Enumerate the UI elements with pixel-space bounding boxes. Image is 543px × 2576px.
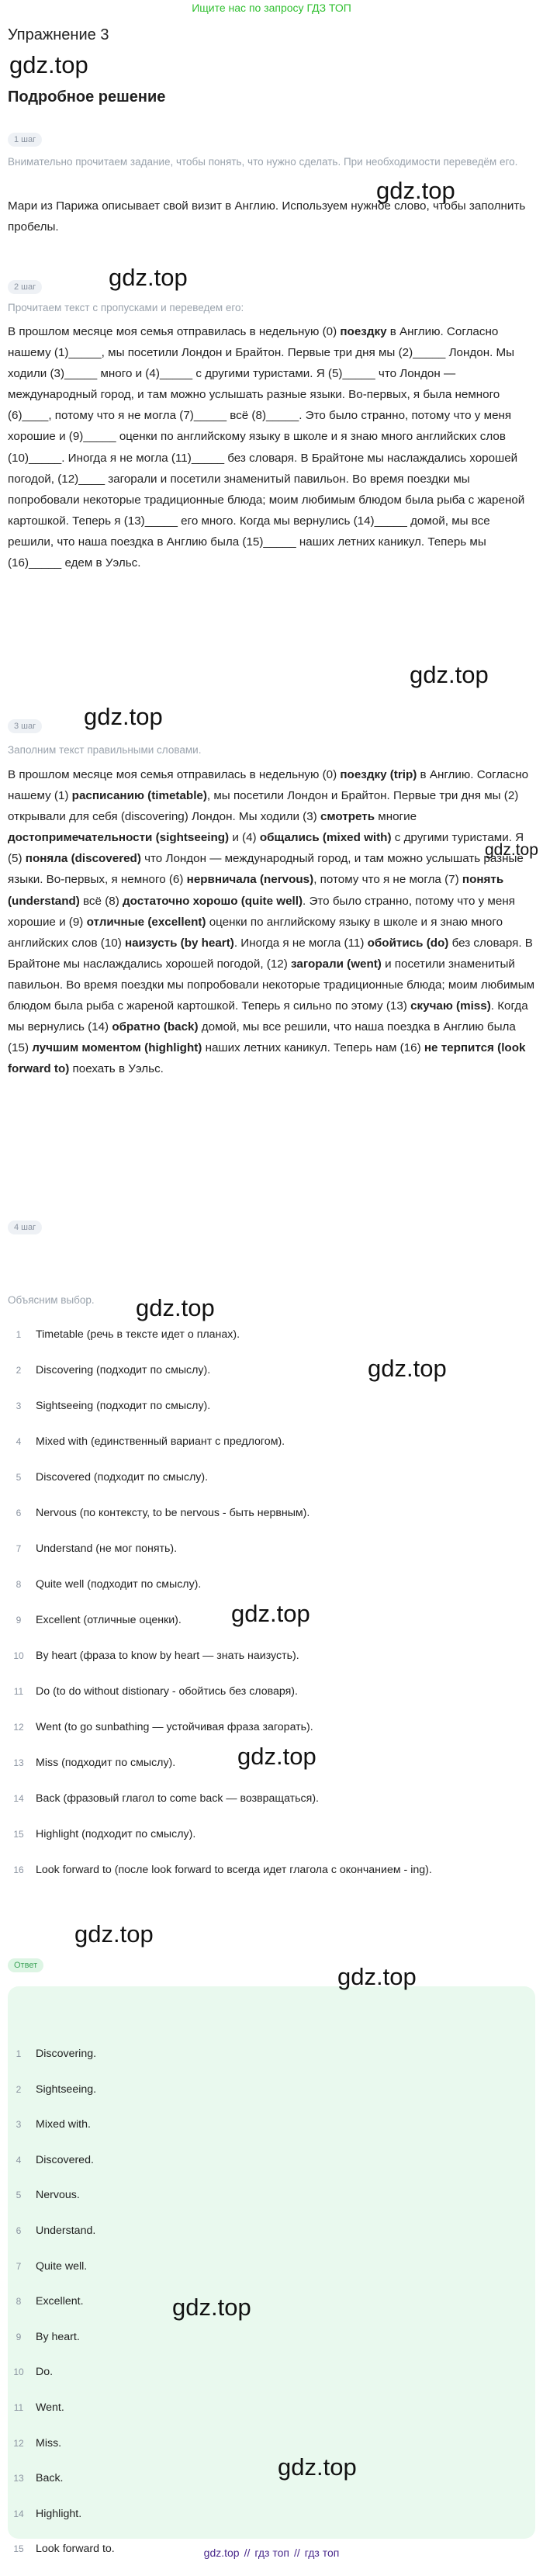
step-hint: Прочитаем текст с пропусками и переведем его: xyxy=(8,302,244,313)
answer-highlight: обойтись (do) xyxy=(367,936,449,950)
list-item xyxy=(8,2470,535,2487)
list-item xyxy=(8,2222,535,2239)
item-number: 5 xyxy=(16,2190,22,2201)
answer-highlight: достопримечательности (sightseeing) xyxy=(8,831,230,845)
list-item xyxy=(8,1719,535,1736)
step-badge: 2 шаг xyxy=(8,280,42,294)
footer-link[interactable]: гдз топ xyxy=(304,2547,340,2559)
text-segment: всё (8) xyxy=(79,894,123,908)
watermark: gdz.top xyxy=(74,1920,154,1948)
list-item xyxy=(8,2152,535,2169)
item-number: 6 xyxy=(16,1508,22,1518)
watermark: gdz.top xyxy=(337,1963,417,1990)
watermark: gdz.top xyxy=(84,703,163,730)
list-item xyxy=(8,1576,535,1593)
item-text: Nervous. xyxy=(36,2189,80,2202)
item-text: Timetable (речь в тексте идет о планах). xyxy=(36,1328,240,1341)
item-text: Miss (подходит по смыслу). xyxy=(36,1757,176,1769)
watermark: gdz.top xyxy=(109,264,188,291)
item-number: 15 xyxy=(13,1829,24,1840)
item-number: 6 xyxy=(16,2225,22,2236)
item-text: Nervous (по контексту, to be nervous - быть нервным). xyxy=(36,1507,310,1519)
item-text: Excellent. xyxy=(36,2295,84,2308)
answer-highlight: поездку (trip) xyxy=(340,768,417,781)
answer-highlight: смотреть xyxy=(320,810,375,824)
list-item xyxy=(8,1504,535,1522)
item-number: 4 xyxy=(16,1436,22,1447)
answer-highlight: лучшим моментом (highlight) xyxy=(32,1041,202,1055)
step-badge: 3 шаг xyxy=(8,719,42,733)
list-item xyxy=(8,2045,535,2062)
step-hint: Внимательно прочитаем задание, чтобы понять, что нужно сделать. При необходимости переведём его. xyxy=(8,156,518,168)
item-text: Do. xyxy=(36,2366,54,2379)
item-number: 13 xyxy=(13,1757,24,1768)
text-segment: в Англию. Согласно нашему (1)_____, мы посетили Лондон и Брайтон. Первые три дня мы (2)_____ Лондон. Мы ходили (3)_____ много и (4)_____ с другими туристами. Я (5)_____ что Лондон — международный город, и там можно услышать разные языки. Во-первых, я была немного (6)____, потому что я не могла (7)_____ всё (8)_____. Это было странно, потому что у меня хорошие и (9)_____ оценки по английскому языку в школе и я знаю много английских слов (10)_____. Иногда я не могла (11)_____ без словаря. В Брайтоне мы наслаждались хорошей погодой, (12)____ загорали и посетили знаменитый павильон. Во время поездки мы попробовали некоторые традиционные блюда; моим любимым блюдом была рыба с жареной картошкой. Теперь я (13)_____ его много. Когда мы вернулись (14)_____ домой, мы все решили, что наша поездка в Англию была (15)_____ наших летних каникул. Теперь мы (16)_____ едем в Уэльс. xyxy=(8,325,525,570)
text-segment: . Это было странно, потому что у меня хорошие и (9) xyxy=(8,894,515,929)
list-item xyxy=(8,2186,535,2204)
watermark: gdz.top xyxy=(172,2294,251,2321)
watermark: gdz.top xyxy=(368,1355,447,1382)
list-item xyxy=(8,2363,535,2380)
step-badge: 4 шаг xyxy=(8,1220,42,1234)
answer-highlight: наизусть (by heart) xyxy=(125,936,234,950)
item-number: 8 xyxy=(16,1579,22,1590)
item-number: 9 xyxy=(16,1615,22,1626)
item-number: 11 xyxy=(13,2401,24,2413)
item-text: Quite well (подходит по смыслу). xyxy=(36,1578,202,1591)
answer-highlight: поездку xyxy=(340,325,387,338)
text-segment: наших летних каникул. Теперь нам (16) xyxy=(202,1041,424,1055)
text-segment: В прошлом месяце моя семья отправилась в недельную (0) xyxy=(8,768,341,781)
item-number: 13 xyxy=(13,2473,24,2484)
item-text: Do (to do without distionary - обойтись без словаря). xyxy=(36,1685,298,1698)
list-item xyxy=(8,2293,535,2310)
item-text: Discovered (подходит по смыслу). xyxy=(36,1471,209,1484)
list-item xyxy=(8,2116,535,2133)
item-text: Mixed with (единственный вариант с предлогом). xyxy=(36,1435,285,1448)
item-number: 1 xyxy=(16,2048,22,2059)
answer-highlight: достаточно хорошо (quite well) xyxy=(122,894,303,908)
item-text: Highlight (подходит по смыслу). xyxy=(36,1828,196,1840)
item-text: Back. xyxy=(36,2472,64,2485)
item-number: 10 xyxy=(13,2367,24,2378)
item-number: 16 xyxy=(13,1864,24,1875)
watermark: gdz.top xyxy=(9,51,88,78)
item-number: 15 xyxy=(13,2543,24,2555)
text-segment: и посетили знаменитый павильон. Во время поездки мы попробовали некоторые традиционные блюда; моим любимым блюдом была рыба с жареной картошкой. Теперь я сильно по этому (13) xyxy=(8,957,535,1013)
list-item xyxy=(8,1826,535,1843)
text-segment: , мы посетили Лондон и Брайтон. Первые три дня мы (2) открывали для себя (discovering) Лондон. Мы ходили (3) xyxy=(8,789,519,824)
top-banner[interactable]: Ищите нас по запросу ГДЗ ТОП xyxy=(192,2,351,14)
item-text: Discovering (подходит по смыслу). xyxy=(36,1364,211,1376)
list-item xyxy=(8,1469,535,1486)
text-segment: с другими туристами. Я (5) xyxy=(8,831,524,866)
item-number: 8 xyxy=(16,2296,22,2308)
text-segment: . Иногда я не могла (11) xyxy=(233,936,368,950)
item-number: 3 xyxy=(16,2119,22,2131)
text-segment: и (4) xyxy=(229,831,260,845)
answer-highlight: скучаю (miss) xyxy=(410,999,491,1013)
step-hint: Заполним текст правильными словами. xyxy=(8,744,202,756)
item-text: Highlight. xyxy=(36,2507,82,2520)
item-number: 11 xyxy=(13,1686,24,1697)
watermark: gdz.top xyxy=(376,177,455,204)
footer-links xyxy=(0,2545,543,2560)
item-number: 12 xyxy=(13,2437,24,2449)
list-item xyxy=(8,1861,535,1878)
watermark: gdz.top xyxy=(485,841,538,859)
answer-badge: Ответ xyxy=(8,1958,43,1972)
footer-link[interactable]: gdz.top xyxy=(203,2547,240,2559)
answer-list xyxy=(8,2045,535,2576)
item-text: Understand (не мог понять). xyxy=(36,1542,178,1555)
item-number: 10 xyxy=(13,1650,24,1661)
text-segment: что Лондон — международный город, и там можно услышать разные языки. Во-первых, я немного (6) xyxy=(8,852,524,887)
item-number: 7 xyxy=(16,2260,22,2272)
item-text: Look forward to. xyxy=(36,2543,115,2556)
answer-highlight: общались (mixed with) xyxy=(259,831,392,845)
item-number: 3 xyxy=(16,1401,22,1411)
answer-highlight: не терпится (look forward to) xyxy=(8,1041,526,1076)
item-text: Went. xyxy=(36,2401,64,2414)
answer-highlight: расписанию (timetable) xyxy=(71,789,207,803)
item-text: By heart (фраза to know by heart — знать наизусть). xyxy=(36,1650,299,1662)
watermark: gdz.top xyxy=(136,1294,215,1321)
footer-separator: // xyxy=(293,2547,300,2559)
filled-text xyxy=(8,764,535,1079)
watermark: gdz.top xyxy=(410,661,489,688)
answer-highlight: обратно (back) xyxy=(112,1020,199,1034)
list-item xyxy=(8,1790,535,1807)
list-item xyxy=(8,2435,535,2452)
step-hint: Объясним выбор. xyxy=(8,1294,95,1306)
list-item xyxy=(8,2081,535,2098)
list-item xyxy=(8,1540,535,1557)
item-number: 14 xyxy=(13,1793,24,1804)
list-item xyxy=(8,2399,535,2416)
list-item xyxy=(8,2258,535,2275)
item-number: 14 xyxy=(13,2508,24,2519)
list-item xyxy=(8,2505,535,2522)
list-item xyxy=(8,1326,535,1343)
list-item xyxy=(8,1683,535,1700)
item-text: Discovering. xyxy=(36,2048,97,2060)
exercise-title: Упражнение 3 xyxy=(8,26,109,43)
item-text: Excellent (отличные оценки). xyxy=(36,1614,182,1626)
item-number: 1 xyxy=(16,1329,22,1340)
text-segment: без словаря. В Брайтоне мы наслаждались хорошей погодой, (12) xyxy=(8,936,533,971)
list-item xyxy=(8,1397,535,1414)
item-number: 7 xyxy=(16,1543,22,1554)
answer-highlight: загорали (went) xyxy=(291,957,382,971)
item-text: Quite well. xyxy=(36,2259,88,2273)
watermark: gdz.top xyxy=(278,2453,357,2481)
item-text: Discovered. xyxy=(36,2153,94,2166)
text-segment: . Когда мы вернулись (14) xyxy=(8,999,528,1034)
item-text: Miss. xyxy=(36,2436,62,2450)
footer-separator: // xyxy=(244,2547,251,2559)
item-text: Understand. xyxy=(36,2224,96,2237)
step-badge: 1 шаг xyxy=(8,133,42,147)
item-number: 9 xyxy=(16,2331,22,2342)
item-text: Sightseeing. xyxy=(36,2083,97,2096)
text-segment: В прошлом месяце моя семья отправилась в недельную (0) xyxy=(8,325,341,338)
footer-link[interactable]: гдз топ xyxy=(254,2547,289,2559)
watermark: gdz.top xyxy=(231,1600,310,1627)
text-segment: домой, мы все решили, что наша поездка в Англию была (15) xyxy=(8,1020,516,1055)
solution-title: Подробное решение xyxy=(8,88,166,106)
item-text: Back (фразовый глагол to come back — возвращаться). xyxy=(36,1792,319,1805)
text-segment: , потому что я не могла (7) xyxy=(313,873,462,887)
answer-highlight: понять (understand) xyxy=(8,873,504,908)
step-text: Мари из Парижа описывает свой визит в Англию. Используем нужное слово, чтобы заполнить пробелы. xyxy=(8,199,526,234)
item-number: 2 xyxy=(16,1365,22,1376)
list-item xyxy=(8,1433,535,1450)
item-text: Mixed with. xyxy=(36,2118,91,2131)
item-number: 4 xyxy=(16,2154,22,2166)
list-item xyxy=(8,1647,535,1664)
watermark: gdz.top xyxy=(237,1743,316,1770)
item-number: 12 xyxy=(13,1722,24,1733)
gap-text xyxy=(8,321,535,573)
answer-highlight: нервничала (nervous) xyxy=(186,873,314,887)
text-segment: поехать в Уэльс. xyxy=(69,1062,164,1076)
item-number: 2 xyxy=(16,2083,22,2095)
answer-highlight: отличные (excellent) xyxy=(86,915,206,929)
list-item xyxy=(8,1362,535,1379)
text-segment: оценки по английскому языку в школе и я знаю много английских слов (10) xyxy=(8,915,503,950)
text-segment: многие xyxy=(375,810,417,824)
item-text: Sightseeing (подходит по смыслу). xyxy=(36,1400,211,1412)
list-item xyxy=(8,2328,535,2346)
item-text: By heart. xyxy=(36,2330,80,2343)
text-segment: в Англию. Согласно нашему (1) xyxy=(8,768,529,803)
item-text: Went (to go sunbathing — устойчивая фраза загорать). xyxy=(36,1721,313,1733)
answer-highlight: поняла (discovered) xyxy=(25,852,141,866)
item-text: Look forward to (после look forward to всегда идет глагола с окончанием - ing). xyxy=(36,1864,432,1876)
item-number: 5 xyxy=(16,1472,22,1483)
